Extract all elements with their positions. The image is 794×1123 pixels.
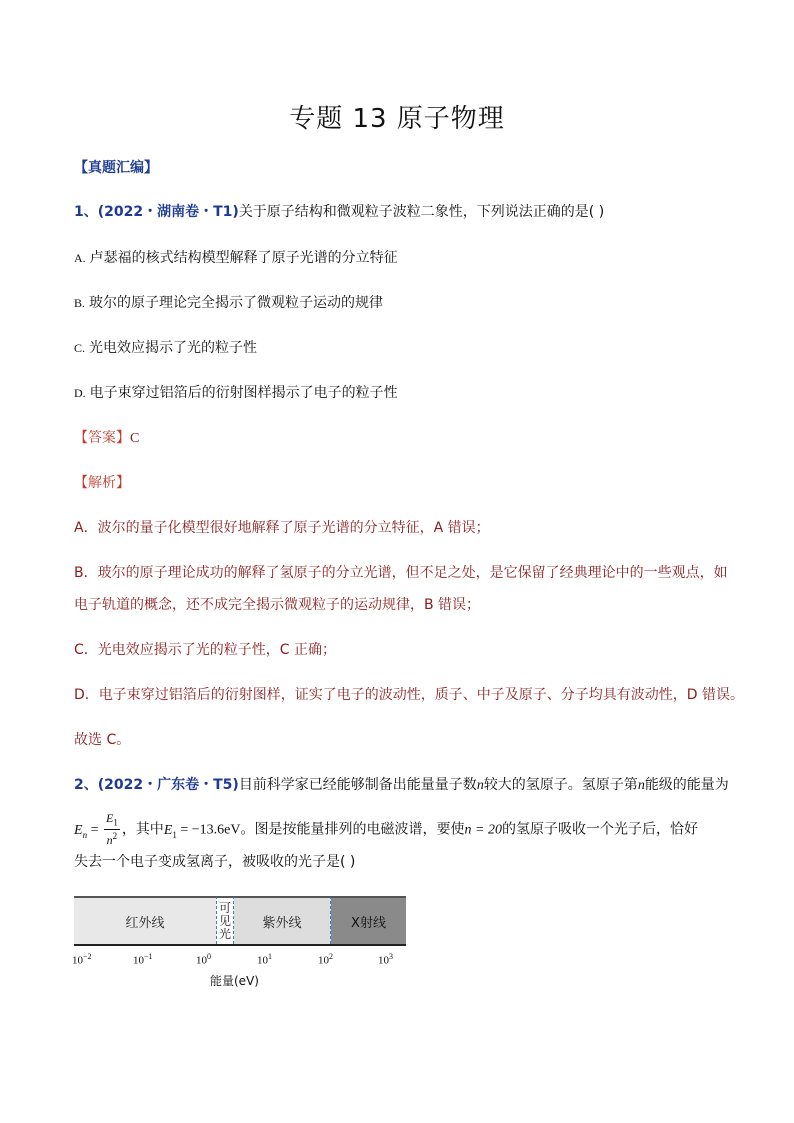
tick-label: $10^{-1}$	[133, 952, 153, 967]
question-2-source: (2022・广东卷・T5)	[97, 777, 239, 793]
segment-visible: 可 见 光	[216, 896, 234, 944]
em-spectrum-figure	[74, 896, 406, 946]
segment-xray: X射线	[331, 896, 406, 944]
question-2-line-3: 失去一个电子变成氢离子，被吸收的光子是( )	[74, 854, 356, 870]
question-1-stem	[74, 202, 604, 222]
question-1-answer: 【答案】C	[74, 430, 140, 446]
energy-fraction: $\frac{E_1}{n^2}$	[105, 811, 118, 848]
analysis-line-a: A．波尔的量子化模型很好地解释了原子光谱的分立特征，A 错误；	[74, 520, 490, 536]
segment-infrared: 红外线	[74, 896, 216, 944]
analysis-line-d: D．电子束穿过铝箔后的衍射图样，证实了电子的波动性，质子、中子及原子、分子均具有波动性，D 错误。	[74, 687, 745, 703]
energy-axis	[74, 944, 406, 946]
question-1-option-a: A. 卢瑟福的核式结构模型解释了原子光谱的分立特征	[74, 250, 398, 266]
tick-label: $10^{-2}$	[72, 952, 92, 967]
question-1-option-c: C. 光电效应揭示了光的粒子性	[74, 340, 258, 356]
axis-label: 能量(eV)	[210, 974, 259, 988]
section-label: 【真题汇编】	[74, 160, 158, 176]
tick-label: $10^3$	[378, 952, 393, 967]
question-2-line-1: 2、(2022・广东卷・T5)目前科学家已经能够制备出能量量子数n较大的氢原子。氢原子第n能级的能量为	[74, 777, 729, 793]
question-1-analysis-label: 【解析】	[74, 475, 130, 491]
analysis-conclusion: 故选 C。	[74, 732, 131, 748]
analysis-line-b1: B．玻尔的原子理论成功的解释了氢原子的分立光谱，但不足之处，是它保留了经典理论中的一些观点，如	[74, 565, 728, 581]
tick-label: $10^0$	[196, 952, 211, 967]
question-1-option-b: B. 玻尔的原子理论完全揭示了微观粒子运动的规律	[74, 295, 384, 311]
page-title: 专题 13 原子物理	[289, 104, 505, 134]
question-1-number: 1、	[74, 204, 98, 220]
question-2-number: 2、	[74, 777, 98, 793]
question-1-text: 关于原子结构和微观粒子波粒二象性，下列说法正确的是( )	[238, 204, 605, 220]
tick-label: $10^1$	[257, 952, 272, 967]
question-1-source: (2022・湖南卷・T1)	[97, 204, 239, 220]
analysis-line-c: C．光电效应揭示了光的粒子性，C 正确；	[74, 642, 336, 658]
question-1-option-d: D. 电子束穿过铝箔后的衍射图样揭示了电子的粒子性	[74, 385, 398, 401]
energy-formula: $E_n$	[74, 822, 88, 840]
question-2-line-2: $E_n$ = $\frac{E_1}{n^2}$ ，其中$E_1 = -13.6eV$。图是按能量排列的电磁波谱，要使n = 20的氢原子吸收一个光子后，恰好	[74, 811, 698, 848]
tick-label: $10^2$	[318, 952, 333, 967]
analysis-line-b2: 电子轨道的概念，还不成完全揭示微观粒子的运动规律，B 错误；	[74, 597, 481, 613]
segment-ultraviolet: 紫外线	[234, 896, 331, 944]
